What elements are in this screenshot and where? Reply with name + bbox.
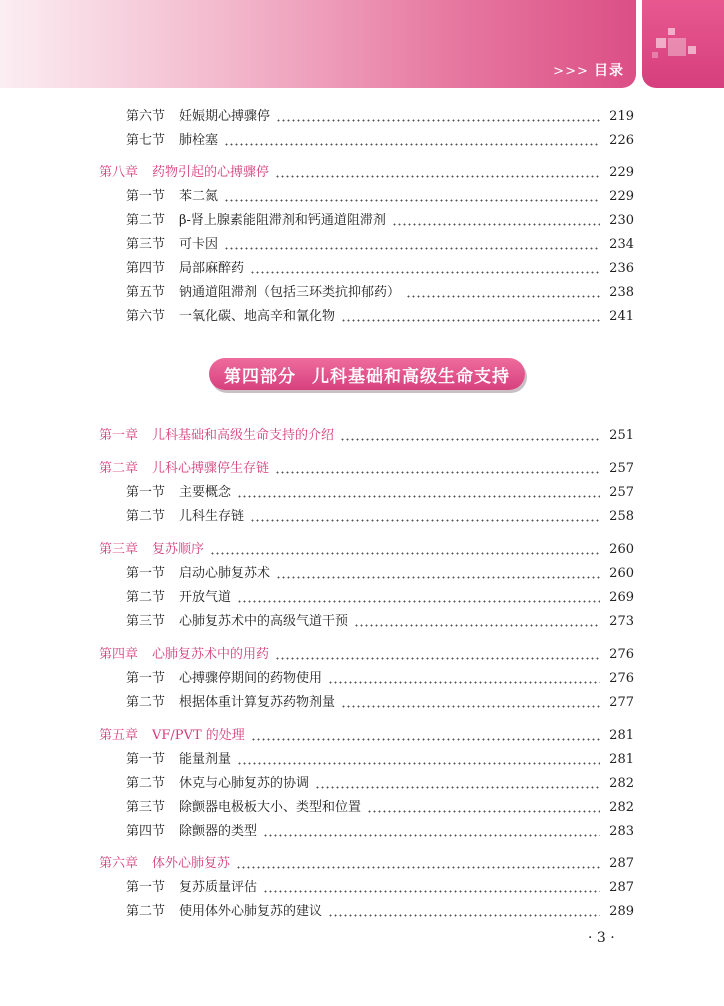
entry-title: 心搏骤停期间的药物使用 [179, 671, 323, 686]
toc-chapter-entry[interactable] [0, 645, 724, 665]
dot-leader [367, 798, 600, 818]
dot-leader [237, 750, 600, 770]
dot-leader [315, 774, 600, 794]
dot-leader [328, 902, 600, 922]
entry-page: 260 [609, 566, 634, 581]
entry-page: 229 [609, 189, 634, 204]
toc-section-entry[interactable] [0, 798, 724, 818]
part-banner [209, 358, 525, 390]
entry-title: 心肺复苏术中的用药 [152, 647, 270, 662]
entry-title: 主要概念 [179, 485, 232, 500]
dot-leader [341, 693, 600, 713]
entry-page: 289 [609, 904, 634, 919]
entry-page: 260 [609, 542, 634, 557]
entry-page: 276 [609, 671, 634, 686]
entry-title: 妊娠期心搏骤停 [179, 109, 271, 124]
entry-number: 第四节 [126, 824, 166, 839]
entry-number: 第二节 [126, 904, 166, 919]
page-number: · 3 · [588, 930, 615, 946]
toc-section-entry[interactable] [0, 235, 724, 255]
dot-leader [406, 283, 600, 303]
entry-number: 第二节 [126, 213, 166, 228]
entry-number: 第六章 [99, 856, 139, 871]
entry-number: 第二节 [126, 776, 166, 791]
toc-section-entry[interactable] [0, 750, 724, 770]
entry-page: 276 [609, 647, 634, 662]
header-title: 目录 [594, 63, 624, 79]
page-header [0, 0, 724, 90]
dot-leader [263, 822, 600, 842]
entry-title: 钠通道阻滞剂（包括三环类抗抑郁药） [179, 285, 401, 300]
entry-number: 第四节 [126, 261, 166, 276]
entry-page: 281 [609, 752, 634, 767]
entry-page: 251 [609, 428, 634, 443]
entry-number: 第三节 [126, 614, 166, 629]
toc-section-entry[interactable] [0, 307, 724, 327]
entry-number: 第六节 [126, 309, 166, 324]
part-number: 第四部分 [224, 366, 296, 387]
entry-page: 219 [609, 109, 634, 124]
toc-section-entry[interactable] [0, 693, 724, 713]
dot-leader [224, 131, 600, 151]
dot-leader [328, 669, 600, 689]
dot-leader [236, 854, 600, 874]
entry-title: 药物引起的心搏骤停 [152, 165, 270, 180]
toc-section-entry[interactable] [0, 878, 724, 898]
entry-title: β-肾上腺素能阻滞剂和钙通道阻滞剂 [179, 213, 386, 228]
entry-number: 第五章 [99, 728, 139, 743]
toc-section-entry[interactable] [0, 187, 724, 207]
toc-section-entry[interactable] [0, 564, 724, 584]
entry-page: 226 [609, 133, 634, 148]
dot-leader [250, 259, 600, 279]
entry-page: 257 [609, 485, 634, 500]
dot-leader [392, 211, 600, 231]
entry-page: 281 [609, 728, 634, 743]
entry-number: 第一节 [126, 189, 166, 204]
dot-leader [275, 645, 600, 665]
dot-leader [237, 588, 600, 608]
dot-leader [276, 564, 600, 584]
part-title: 儿科基础和高级生命支持 [312, 366, 510, 387]
entry-number: 第一节 [126, 485, 166, 500]
entry-title: 苯二氮 [179, 189, 219, 204]
entry-number: 第二节 [126, 509, 166, 524]
toc-section-entry[interactable] [0, 483, 724, 503]
entry-number: 第五节 [126, 285, 166, 300]
entry-title: 启动心肺复苏术 [179, 566, 271, 581]
dot-leader [263, 878, 600, 898]
dot-leader [224, 235, 600, 255]
dot-leader [210, 540, 600, 560]
entry-title: 儿科生存链 [179, 509, 245, 524]
entry-number: 第七节 [126, 133, 166, 148]
entry-title: 儿科基础和高级生命支持的介绍 [152, 428, 335, 443]
toc-chapter-entry[interactable] [0, 540, 724, 560]
header-corner-tab [642, 0, 724, 88]
entry-title: 可卡因 [179, 237, 219, 252]
entry-title: 开放气道 [179, 590, 232, 605]
entry-title: 使用体外心肺复苏的建议 [179, 904, 323, 919]
toc-chapter-entry[interactable] [0, 854, 724, 874]
toc-section-entry[interactable] [0, 612, 724, 632]
entry-number: 第三章 [99, 542, 139, 557]
entry-number: 第二章 [99, 461, 139, 476]
entry-page: 282 [609, 800, 634, 815]
dot-leader [237, 483, 600, 503]
entry-page: 258 [609, 509, 634, 524]
entry-number: 第二节 [126, 590, 166, 605]
toc-section-entry[interactable] [0, 588, 724, 608]
entry-title: 儿科心搏骤停生存链 [152, 461, 270, 476]
entry-title: 心肺复苏术中的高级气道干预 [179, 614, 349, 629]
toc-chapter-entry[interactable] [0, 426, 724, 446]
entry-title: 能量剂量 [179, 752, 232, 767]
toc-section-entry[interactable] [0, 107, 724, 127]
entry-page: 273 [609, 614, 634, 629]
entry-number: 第一节 [126, 752, 166, 767]
entry-page: 287 [609, 880, 634, 895]
entry-page: 229 [609, 165, 634, 180]
toc-section-entry[interactable] [0, 507, 724, 527]
entry-page: 230 [609, 213, 634, 228]
entry-number: 第三节 [126, 800, 166, 815]
dot-leader [340, 426, 600, 446]
entry-title: 一氧化碳、地高辛和氰化物 [179, 309, 336, 324]
entry-title: 体外心肺复苏 [152, 856, 231, 871]
entry-number: 第一节 [126, 671, 166, 686]
entry-page: 283 [609, 824, 634, 839]
toc-chapter-entry[interactable] [0, 459, 724, 479]
toc-chapter-entry[interactable] [0, 163, 724, 183]
toc-chapter-entry[interactable] [0, 726, 724, 746]
entry-page: 257 [609, 461, 634, 476]
toc-section-entry[interactable] [0, 259, 724, 279]
entry-title: 肺栓塞 [179, 133, 219, 148]
header-arrows: >>> [553, 64, 589, 79]
entry-title: 除颤器电极板大小、类型和位置 [179, 800, 362, 815]
toc-section-entry[interactable] [0, 669, 724, 689]
entry-page: 238 [609, 285, 634, 300]
dot-leader [275, 163, 600, 183]
dot-leader [251, 726, 600, 746]
toc-section-entry[interactable] [0, 774, 724, 794]
entry-page: 282 [609, 776, 634, 791]
entry-page: 269 [609, 590, 634, 605]
entry-number: 第六节 [126, 109, 166, 124]
header-band [0, 0, 636, 88]
entry-title: 根据体重计算复苏药物剂量 [179, 695, 336, 710]
entry-number: 第一节 [126, 880, 166, 895]
entry-number: 第八章 [99, 165, 139, 180]
dot-leader [250, 507, 600, 527]
toc-section-entry[interactable] [0, 902, 724, 922]
entry-title: 除颤器的类型 [179, 824, 258, 839]
dot-leader [341, 307, 600, 327]
entry-page: 234 [609, 237, 634, 252]
entry-title: 复苏顺序 [152, 542, 205, 557]
entry-number: 第一节 [126, 566, 166, 581]
entry-page: 277 [609, 695, 634, 710]
header-toc-label [553, 60, 624, 80]
entry-title: 局部麻醉药 [179, 261, 245, 276]
entry-page: 236 [609, 261, 634, 276]
toc-section-entry[interactable] [0, 283, 724, 303]
dot-leader [354, 612, 600, 632]
entry-number: 第一章 [99, 428, 139, 443]
entry-number: 第四章 [99, 647, 139, 662]
entry-number: 第三节 [126, 237, 166, 252]
toc-section-entry[interactable] [0, 211, 724, 231]
dot-leader [224, 187, 600, 207]
entry-page: 287 [609, 856, 634, 871]
entry-number: 第二节 [126, 695, 166, 710]
entry-title: VF/PVT 的处理 [152, 728, 245, 743]
entry-title: 复苏质量评估 [179, 880, 258, 895]
dot-leader [275, 459, 600, 479]
entry-title: 休克与心肺复苏的协调 [179, 776, 310, 791]
toc-section-entry[interactable] [0, 822, 724, 842]
toc-section-entry[interactable] [0, 131, 724, 151]
dot-leader [276, 107, 600, 127]
entry-page: 241 [609, 309, 634, 324]
